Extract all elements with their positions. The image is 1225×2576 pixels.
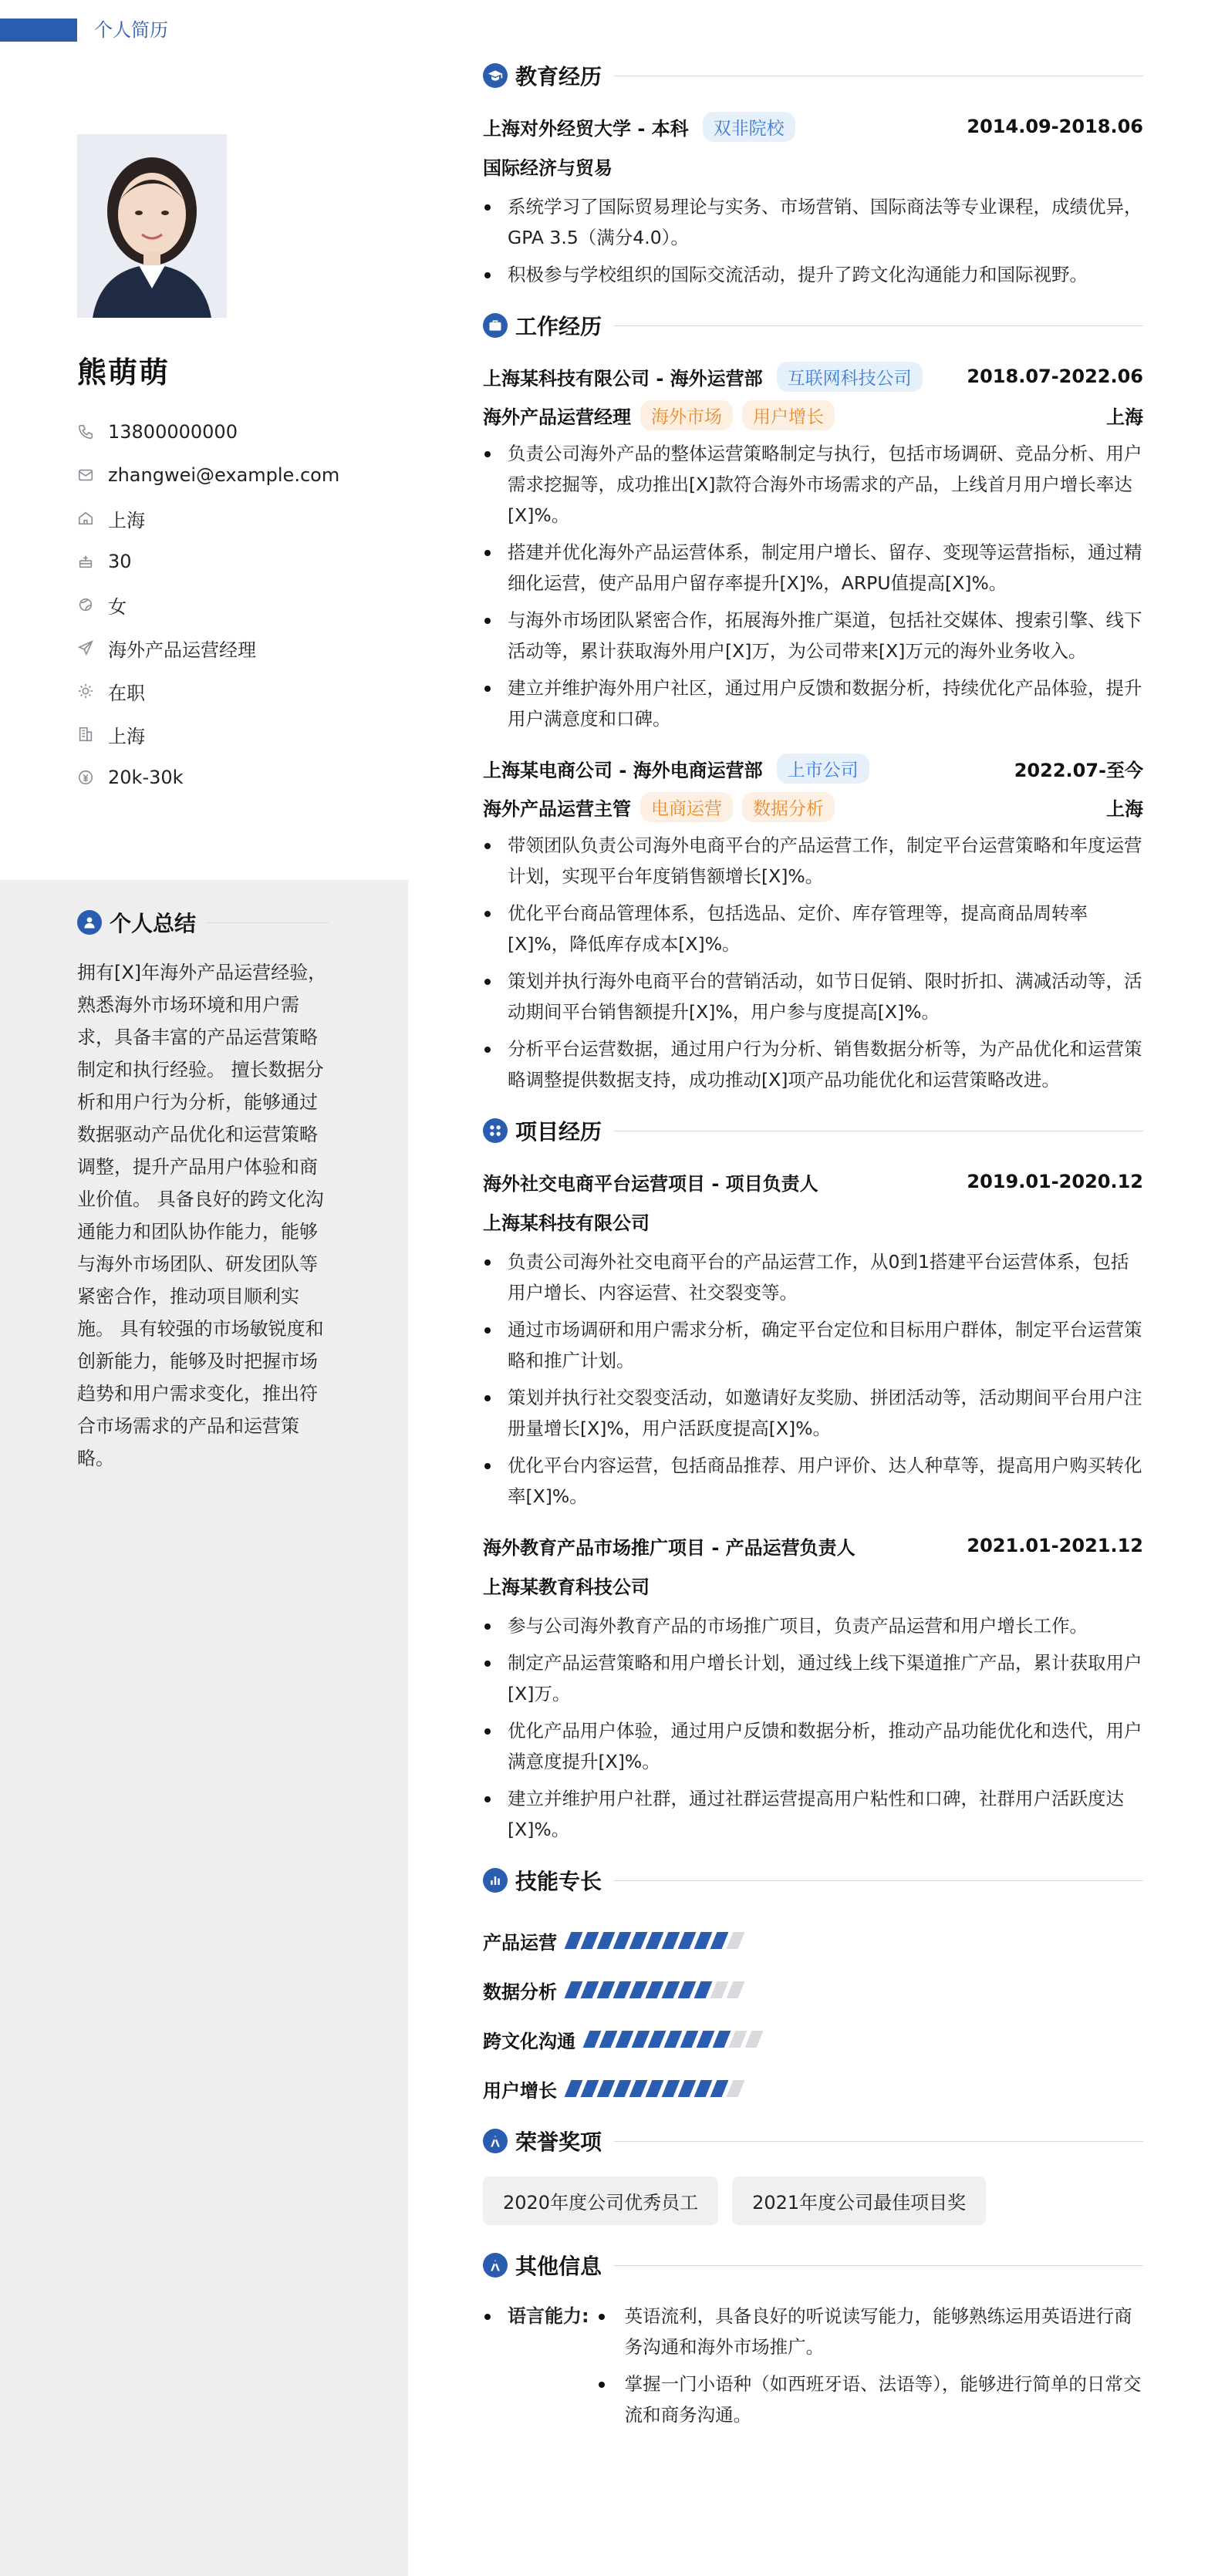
skill-name: 数据分析 <box>483 1981 557 2003</box>
list-item: 系统学习了国际贸易理论与实务、市场营销、国际商法等专业课程，成绩优异，GPA 3.5（满分4.0）。 <box>483 191 1143 253</box>
skill-segment <box>662 1981 680 1998</box>
header-accent-bar <box>0 19 77 42</box>
skill-segment <box>697 2031 715 2048</box>
list-item: 负责公司海外社交电商平台的产品运营工作，从0到1搭建平台运营体系，包括用户增长、内容运营、社交裂变等。 <box>483 1246 1143 1308</box>
project-header-row <box>483 1530 1143 1561</box>
skill-segment <box>727 1932 745 1949</box>
skill-segment <box>597 2080 616 2097</box>
home-icon <box>77 510 94 527</box>
list-item: 制定产品运营策略和用户增长计划，通过线上线下渠道推广产品，累计获取用户[X]万。 <box>483 1647 1143 1709</box>
skill-segment <box>648 2031 666 2048</box>
work-header-row <box>483 361 1143 392</box>
work-entry <box>483 361 1143 734</box>
work-bullets <box>483 438 1143 734</box>
project-name: 海外社交电商平台运营项目 - 项目负责人 <box>483 1172 818 1195</box>
awards-title: 荣誉奖项 <box>515 2129 602 2155</box>
major: 国际经济与贸易 <box>483 157 612 179</box>
info-text: 13800000000 <box>108 421 238 443</box>
list-item: 建立并维护用户社群，通过社群运营提高用户粘性和口碑，社群用户活跃度达[X]%。 <box>483 1783 1143 1845</box>
education-date: 2014.09-2018.06 <box>967 116 1143 137</box>
skills-list <box>483 1916 1143 2113</box>
skill-segment <box>664 2031 683 2048</box>
skill-segment <box>613 1932 632 1949</box>
work-entry <box>483 753 1143 1095</box>
phone-icon <box>77 423 94 440</box>
skill-segment <box>581 1981 599 1998</box>
skill-segment <box>597 1981 616 1998</box>
summary-text: 拥有[X]年海外产品运营经验，熟悉海外市场环境和用户需求，具备丰富的产品运营策略制定和执行经验。 擅长数据分析和用户行为分析，能够通过数据驱动产品优化和运营策略调整，提升产品用户体验和商业价值。 具备良好的跨文化沟通能力和团队协作能力，能够与海外市场团队、研发团队等紧密合作，推动项目顺利实施。 具有较强的市场敏锐度和创新能力，能够及时把握市场趋势和用户需求变化，推出符合市场需求的产品和运营策略。 <box>77 962 327 1469</box>
role-row <box>483 791 1143 822</box>
company-tag: 互联网科技公司 <box>777 362 923 392</box>
skill-segment <box>613 2080 632 2097</box>
skill-segment <box>565 1981 583 1998</box>
award-icon <box>483 2129 508 2153</box>
skill-segment <box>729 2031 747 2048</box>
other-section <box>483 2248 1143 2436</box>
list-item: 参与公司海外教育产品的市场推广项目，负责产品运营和用户增长工作。 <box>483 1610 1143 1641</box>
divider <box>614 1880 1143 1881</box>
info-row-location <box>77 497 339 540</box>
skill-segment <box>599 2031 618 2048</box>
skill-segment <box>662 1932 680 1949</box>
list-item: 优化平台商品管理体系，包括选品、定价、库存管理等，提高商品周转率[X]%，降低库存成本[X]%。 <box>483 898 1143 959</box>
company-tag: 上市公司 <box>777 754 869 784</box>
skill-segment <box>713 2031 731 2048</box>
skill-segment <box>694 1932 713 1949</box>
skill-segment <box>597 1932 616 1949</box>
skill-name: 用户增长 <box>483 2079 557 2102</box>
skill-segment <box>613 1981 632 1998</box>
project-name: 海外教育产品市场推广项目 - 产品运营负责人 <box>483 1536 855 1559</box>
info-row-salary <box>77 756 339 799</box>
awards-section <box>483 2124 1143 2225</box>
bar-chart-icon <box>483 1868 508 1893</box>
list-item: 英语流利，具备良好的听说读写能力，能够熟练运用英语进行商务沟通和海外市场推广。 <box>597 2301 1143 2362</box>
award-badge: 2020年度公司优秀员工 <box>483 2176 718 2225</box>
project-bullets <box>483 1246 1143 1512</box>
avatar <box>77 134 227 318</box>
education-entry <box>483 111 1143 290</box>
status-icon <box>77 683 94 700</box>
list-item: 建立并维护海外用户社区，通过用户反馈和数据分析，持续优化产品体验，提升用户满意度和口碑。 <box>483 673 1143 734</box>
role-name: 海外产品运营主管 <box>483 797 631 820</box>
person-icon <box>77 910 102 935</box>
education-title: 教育经历 <box>515 64 602 89</box>
skills-section <box>483 1863 1143 2113</box>
info-text: 海外产品运营经理 <box>108 639 256 661</box>
skill-segment <box>680 2031 699 2048</box>
skill-row <box>483 2064 1143 2113</box>
language-block <box>483 2301 1143 2436</box>
work-city: 上海 <box>1106 797 1143 820</box>
divider <box>614 2141 1143 2142</box>
main-column <box>483 59 1143 2447</box>
list-item: 策划并执行海外电商平台的营销活动，如节日促销、限时折扣、满减活动等，活动期间平台销售额提升[X]%，用户参与度提高[X]%。 <box>483 966 1143 1027</box>
project-company: 上海某教育科技公司 <box>483 1576 650 1598</box>
info-icon <box>483 2253 508 2278</box>
skill-segment <box>662 2080 680 2097</box>
header-label: 个人简历 <box>94 19 168 41</box>
project-date: 2021.01-2021.12 <box>967 1535 1143 1556</box>
skill-segment <box>565 2080 583 2097</box>
divider <box>614 325 1143 326</box>
project-entry <box>483 1166 1143 1512</box>
gender-icon <box>77 596 94 613</box>
list-item: 搭建并优化海外产品运营体系，制定用户增长、留存、变现等运营指标，通过精细化运营，使产品用户留存率提升[X]%，ARPU值提高[X]%。 <box>483 537 1143 598</box>
skill-segment <box>629 1981 648 1998</box>
info-row-city <box>77 713 339 756</box>
skill-segment <box>632 2031 650 2048</box>
skill-segment <box>694 2080 713 2097</box>
awards-heading <box>483 2124 1143 2158</box>
info-row-position <box>77 626 339 669</box>
divider <box>614 2265 1143 2266</box>
skill-segment <box>646 1932 664 1949</box>
project-section <box>483 1114 1143 1845</box>
info-row-status <box>77 669 339 713</box>
list-item: 积极参与学校组织的国际交流活动，提升了跨文化沟通能力和国际视野。 <box>483 259 1143 290</box>
skill-segment <box>581 1932 599 1949</box>
skill-segment <box>646 2080 664 2097</box>
language-bullets <box>597 2301 1143 2436</box>
list-item: 优化平台内容运营，包括商品推荐、用户评价、达人种草等，提高用户购买转化率[X]%。 <box>483 1450 1143 1512</box>
summary-title: 个人总结 <box>110 911 197 936</box>
info-text: 20k-30k <box>108 767 184 788</box>
other-title: 其他信息 <box>515 2254 602 2279</box>
mail-icon <box>77 467 94 484</box>
skill-segment <box>678 1932 697 1949</box>
skill-segment <box>565 1932 583 1949</box>
skill-row <box>483 1965 1143 2015</box>
role-tag: 数据分析 <box>742 792 835 822</box>
company-name: 上海某电商公司 - 海外电商运营部 <box>483 759 763 781</box>
skill-segment <box>727 2080 745 2097</box>
role-name: 海外产品运营经理 <box>483 406 631 428</box>
awards-list <box>483 2176 1143 2225</box>
skill-segment <box>710 1981 729 1998</box>
skill-segment <box>646 1981 664 1998</box>
other-heading <box>483 2248 1143 2282</box>
list-item: 分析平台运营数据，通过用户行为分析、销售数据分析等，为产品优化和运营策略调整提供数据支持，成功推动[X]项产品功能优化和运营策略改进。 <box>483 1033 1143 1095</box>
info-text: 上海 <box>108 725 145 747</box>
skill-segment <box>629 1932 648 1949</box>
skill-segment <box>629 2080 648 2097</box>
list-item: 掌握一门小语种（如西班牙语、法语等），能够进行简单的日常交流和商务沟通。 <box>597 2369 1143 2430</box>
work-city: 上海 <box>1106 406 1143 428</box>
left-column <box>0 0 408 2576</box>
list-item: 与海外市场团队紧密合作，拓展海外推广渠道，包括社交媒体、搜索引擎、线下活动等，累计获取海外用户[X]万，为公司带来[X]万元的海外业务收入。 <box>483 605 1143 666</box>
info-text: 在职 <box>108 682 145 704</box>
info-text: zhangwei@example.com <box>108 464 340 486</box>
education-section <box>483 59 1143 290</box>
info-row-gender <box>77 583 339 626</box>
info-text: 女 <box>108 595 127 618</box>
skill-row <box>483 1916 1143 1965</box>
info-text: 30 <box>108 551 132 572</box>
skill-segment <box>583 2031 602 2048</box>
divider <box>207 922 329 923</box>
role-tag: 海外市场 <box>640 400 733 430</box>
skill-level-bar <box>568 1981 741 1998</box>
project-date: 2019.01-2020.12 <box>967 1171 1143 1192</box>
education-bullets <box>483 191 1143 290</box>
skill-segment <box>727 1981 745 1998</box>
list-item: 负责公司海外产品的整体运营策略制定与执行，包括市场调研、竞品分析、用户需求挖掘等，成功推出[X]款符合海外市场需求的产品，上线首月用户增长率达[X]%。 <box>483 438 1143 531</box>
role-row <box>483 400 1143 430</box>
skill-segment <box>678 1981 697 1998</box>
info-row-phone <box>77 410 339 453</box>
skill-row <box>483 2015 1143 2064</box>
work-date: 2022.07-至今 <box>1014 759 1143 781</box>
skill-segment <box>694 1981 713 1998</box>
skill-segment <box>678 2080 697 2097</box>
work-heading <box>483 309 1143 342</box>
school-tag: 双非院校 <box>703 112 795 142</box>
project-header-row <box>483 1166 1143 1197</box>
project-company: 上海某科技有限公司 <box>483 1212 650 1234</box>
skill-level-bar <box>586 2031 760 2048</box>
company-name: 上海某科技有限公司 - 海外运营部 <box>483 367 763 389</box>
send-icon <box>77 639 94 656</box>
project-bullets <box>483 1610 1143 1845</box>
list-item: 带领团队负责公司海外电商平台的产品运营工作，制定平台运营策略和年度运营计划，实现平台年度销售额增长[X]%。 <box>483 830 1143 892</box>
skill-name: 跨文化沟通 <box>483 2030 575 2052</box>
work-date: 2018.07-2022.06 <box>967 366 1143 387</box>
skills-title: 技能专长 <box>515 1869 602 1894</box>
project-entry <box>483 1530 1143 1845</box>
project-heading <box>483 1114 1143 1148</box>
briefcase-icon <box>483 313 508 338</box>
age-icon <box>77 553 94 570</box>
info-row-email <box>77 453 339 497</box>
building-icon <box>77 726 94 743</box>
skill-segment <box>745 2031 764 2048</box>
grid-icon <box>483 1118 508 1143</box>
summary-heading <box>77 907 329 938</box>
work-section <box>483 309 1143 1095</box>
skill-name: 产品运营 <box>483 1931 557 1954</box>
skill-segment <box>616 2031 634 2048</box>
education-heading <box>483 59 1143 93</box>
skill-segment <box>710 2080 729 2097</box>
education-header-row <box>483 111 1143 142</box>
role-tag: 用户增长 <box>742 400 835 430</box>
list-item: 策划并执行社交裂变活动，如邀请好友奖励、拼团活动等，活动期间平台用户注册量增长[X]%，用户活跃度提高[X]%。 <box>483 1382 1143 1444</box>
contact-info-list <box>77 410 339 799</box>
skills-heading <box>483 1863 1143 1897</box>
project-title: 项目经历 <box>515 1119 602 1145</box>
award-badge: 2021年度公司最佳项目奖 <box>732 2176 986 2225</box>
list-item: 优化产品用户体验，通过用户反馈和数据分析，推动产品功能优化和迭代，用户满意度提升[X]%。 <box>483 1715 1143 1777</box>
list-item: 通过市场调研和用户需求分析，确定平台定位和目标用户群体，制定平台运营策略和推广计划。 <box>483 1314 1143 1376</box>
work-title: 工作经历 <box>515 314 602 339</box>
salary-icon <box>77 769 94 786</box>
graduation-cap-icon <box>483 63 508 88</box>
skill-level-bar <box>568 2080 741 2097</box>
skill-level-bar <box>568 1932 741 1949</box>
info-text: 上海 <box>108 509 145 531</box>
skill-segment <box>710 1932 729 1949</box>
role-tag: 电商运营 <box>640 792 733 822</box>
school-name: 上海对外经贸大学 - 本科 <box>483 117 689 140</box>
work-bullets <box>483 830 1143 1095</box>
work-header-row <box>483 753 1143 784</box>
profile-name: 熊萌萌 <box>77 356 170 389</box>
language-label: 语言能力: <box>483 2301 589 2436</box>
skill-segment <box>581 2080 599 2097</box>
info-row-age <box>77 540 339 583</box>
